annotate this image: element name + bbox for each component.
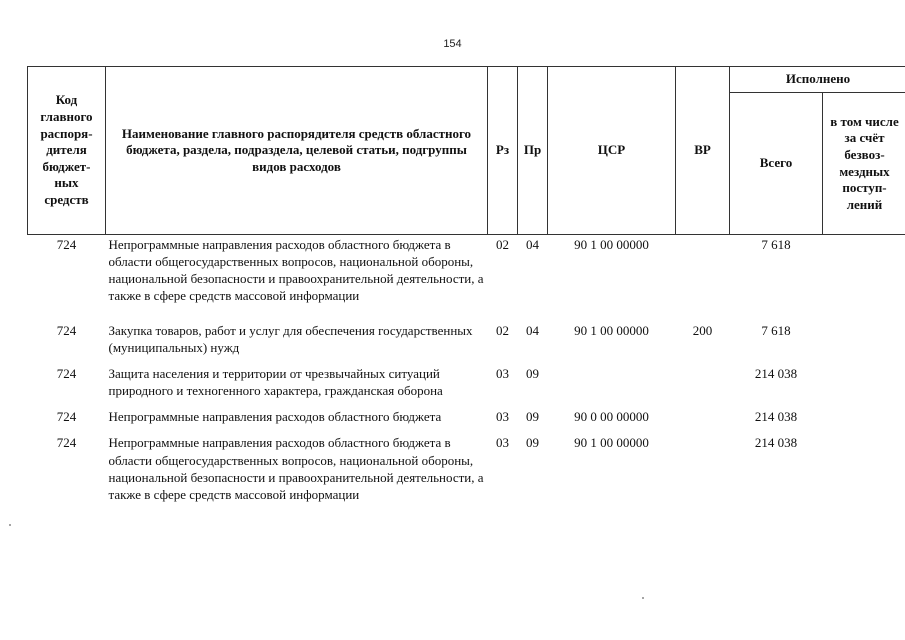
cell-vr bbox=[676, 235, 730, 321]
cell-grants bbox=[823, 433, 905, 511]
cell-csr: 90 0 00 00000 bbox=[574, 409, 649, 425]
cell-pr: 04 bbox=[526, 322, 539, 338]
cell-csr: 90 1 00 00000 bbox=[574, 237, 649, 252]
cell-vr bbox=[676, 433, 730, 511]
table-row bbox=[28, 433, 905, 511]
table-row bbox=[28, 235, 905, 321]
cell-pr: 09 bbox=[526, 365, 539, 381]
cell-name: Непрограммные направления расходов областного бюджета в области общегосударственных вопросов, национальной обороны, национальной безопасности и правоохранительной деятельности, а также в сфере средств массовой информации bbox=[108, 237, 484, 304]
header-incl-grants: в том числе за счёт безвоз-мездных поступ-лений bbox=[823, 93, 905, 235]
cell-name: Закупка товаров, работ и услуг для обеспечения государственных (муниципальных) нужд bbox=[108, 322, 473, 355]
cell-csr: 90 1 00 00000 bbox=[574, 322, 649, 338]
cell-rz: 02 bbox=[496, 322, 509, 338]
cell-total: 7 618 bbox=[761, 322, 791, 338]
cell-grants bbox=[823, 321, 905, 364]
cell-rz: 02 bbox=[496, 237, 509, 252]
expenditure-table bbox=[27, 66, 905, 511]
page-number: 154 bbox=[443, 38, 462, 50]
cell-vr: 200 bbox=[692, 322, 713, 338]
cell-pr: 09 bbox=[526, 435, 539, 451]
table-row bbox=[28, 364, 905, 407]
header-executed: Исполнено bbox=[730, 67, 905, 93]
table-body bbox=[28, 235, 905, 512]
cell-name: Непрограммные направления расходов областного бюджета bbox=[108, 409, 442, 425]
cell-csr bbox=[548, 364, 676, 407]
cell-name: Непрограммные направления расходов областного бюджета в области общегосударственных вопросов, национальной обороны, национальной безопасности и правоохранительной деятельности, а также в сфере средств массовой информации bbox=[108, 435, 484, 502]
header-rz: Рз bbox=[488, 67, 518, 235]
table-row bbox=[28, 321, 905, 364]
cell-pr: 04 bbox=[526, 237, 539, 252]
header-name: Наименование главного распорядителя средств областного бюджета, раздела, подраздела, целевой статьи, подгруппы видов расходов bbox=[106, 67, 488, 235]
cell-vr bbox=[676, 407, 730, 433]
cell-rz: 03 bbox=[496, 409, 509, 425]
cell-rz: 03 bbox=[496, 365, 509, 381]
cell-rz: 03 bbox=[496, 435, 509, 451]
header-code: Код главного распоря-дителя бюджет-ных средств bbox=[28, 67, 106, 235]
scan-speck bbox=[642, 597, 644, 599]
header-vr: ВР bbox=[676, 67, 730, 235]
cell-grants bbox=[823, 364, 905, 407]
cell-grants bbox=[823, 235, 905, 321]
cell-code: 724 bbox=[56, 409, 77, 425]
cell-total: 214 038 bbox=[754, 409, 798, 425]
cell-code: 724 bbox=[56, 365, 77, 381]
cell-pr: 09 bbox=[526, 409, 539, 425]
cell-total: 214 038 bbox=[754, 435, 798, 451]
cell-total: 7 618 bbox=[761, 237, 791, 252]
table-header bbox=[28, 67, 905, 235]
cell-grants bbox=[823, 407, 905, 433]
header-csr: ЦСР bbox=[548, 67, 676, 235]
table-row bbox=[28, 407, 905, 433]
header-total: Всего bbox=[730, 93, 823, 235]
header-pr: Пр bbox=[518, 67, 548, 235]
cell-code: 724 bbox=[56, 237, 77, 252]
cell-vr bbox=[676, 364, 730, 407]
cell-csr: 90 1 00 00000 bbox=[574, 435, 649, 451]
cell-code: 724 bbox=[56, 322, 77, 338]
cell-total: 214 038 bbox=[754, 365, 798, 381]
cell-code: 724 bbox=[56, 435, 77, 451]
scan-speck bbox=[9, 524, 11, 526]
cell-name: Защита населения и территории от чрезвычайных ситуаций природного и техногенного характера, гражданская оборона bbox=[108, 365, 443, 399]
